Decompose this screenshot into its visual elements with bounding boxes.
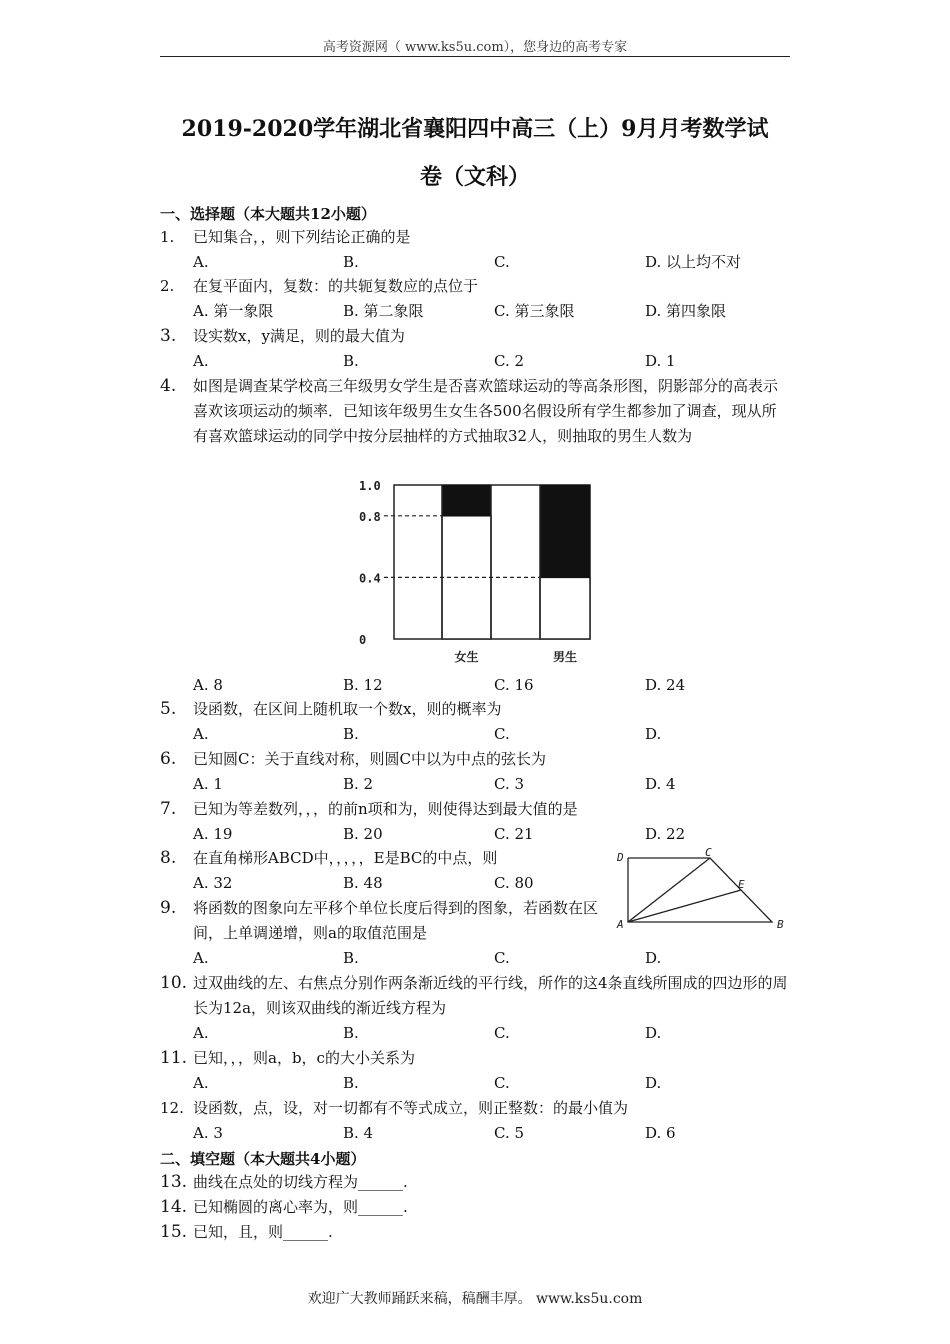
option-d: D. 1 [645, 352, 676, 370]
option-a: A. [193, 253, 209, 271]
stacked-bar-chart [355, 475, 605, 670]
option-a: A. [193, 949, 209, 967]
option-c: C. [494, 1024, 510, 1042]
label-b: B [777, 918, 784, 931]
question-text: 已知圆C：关于直线对称，则圆C中以为中点的弦长为 [193, 750, 546, 768]
option-c: C. 第三象限 [494, 302, 575, 320]
option-a: A. [193, 725, 209, 743]
question-text: 在复平面内，复数：的共轭复数应的点位于 [193, 277, 479, 295]
question-number: 8. [160, 848, 177, 868]
option-b: B. [343, 1024, 359, 1042]
question-number: 13. [160, 1172, 188, 1192]
question-text: 曲线在点处的切线方程为______. [193, 1173, 408, 1191]
option-b: B. 20 [343, 825, 383, 843]
label-c: C [705, 846, 712, 859]
trapezoid-figure [612, 846, 792, 934]
question-number: 11. [160, 1048, 188, 1068]
question-number: 14. [160, 1197, 188, 1217]
question-number: 4. [160, 376, 177, 396]
doc-title-line1: 2019-2020学年湖北省襄阳四中高三（上）9月月考数学试 [181, 116, 769, 142]
option-d: D. 第四象限 [645, 302, 727, 320]
option-b: B. [343, 1074, 359, 1092]
question-text: 过双曲线的左、右焦点分别作两条渐近线的平行线，所作的这4条直线所围成的四边形的周长为12a，则该双曲线的渐近线方程为 [193, 974, 788, 1017]
option-d: D. [645, 1024, 662, 1042]
x-tick-label: 女生 [454, 650, 479, 664]
option-c: C. [494, 1074, 510, 1092]
option-a: A. 8 [193, 676, 223, 694]
question-text: 在直角梯形ABCD中，，，，，E是BC的中点，则 [193, 849, 498, 867]
option-a: A. [193, 352, 209, 370]
y-tick-label: 1.0 [359, 479, 381, 493]
question-text: 设函数，点，设，对一切都有不等式成立，则正整数：的最小值为 [193, 1099, 629, 1117]
x-tick-label: 男生 [552, 650, 578, 664]
question-number: 12. [160, 1099, 184, 1117]
question-text: 已知为等差数列，，，的前n项和为，则使得达到最大值的是 [193, 800, 578, 818]
option-b: B. 48 [343, 874, 383, 892]
bar-unshaded [540, 577, 590, 639]
question-number: 5. [160, 699, 177, 719]
option-c: C. 80 [494, 874, 534, 892]
question-text: 已知，且，则______. [193, 1223, 333, 1241]
option-c: C. 5 [494, 1124, 525, 1142]
section-heading-choice: 一、选择题（本大题共12小题） [160, 205, 376, 223]
option-b: B. 4 [343, 1124, 374, 1142]
doc-title-line2: 卷（文科） [419, 164, 530, 190]
option-d: D. 22 [645, 825, 686, 843]
header-rule [160, 56, 790, 57]
option-b: B. 第二象限 [343, 302, 424, 320]
option-a: A. 1 [193, 775, 223, 793]
bar-shaded [540, 485, 590, 577]
question-number: 6. [160, 749, 177, 769]
option-d: D. 6 [645, 1124, 676, 1142]
y-tick-label: 0.8 [359, 509, 381, 524]
option-d: D. 4 [645, 775, 676, 793]
section-heading-fill: 二、填空题（本大题共4小题） [160, 1150, 366, 1168]
option-c: C. [494, 253, 510, 271]
question-text: 将函数的图象向左平移个单位长度后得到的图象，若函数在区间，上单调递增，则a的取值范围是 [193, 899, 599, 942]
question-number: 2. [160, 277, 175, 295]
question-text: 已知椭圆的离心率为，则______. [193, 1198, 408, 1216]
option-c: C. 2 [494, 352, 525, 370]
option-b: B. [343, 949, 359, 967]
option-d: D. [645, 725, 662, 743]
option-b: B. [343, 253, 359, 271]
question-number: 1. [160, 228, 175, 246]
page-footer: 欢迎广大教师踊跃来稿，稿酬丰厚。 www.ks5u.com [307, 1291, 643, 1307]
option-c: C. 21 [494, 825, 534, 843]
option-c: C. [494, 725, 510, 743]
option-c: C. 3 [494, 775, 525, 793]
question-number: 3. [160, 326, 177, 346]
question-text: 如图是调查某学校高三年级男女学生是否喜欢篮球运动的等高条形图，阴影部分的高表示喜欢该项运动的频率．已知该年级男生女生各500名假设所有学生都参加了调查，现从所有喜欢篮球运动的同学中按分层抽样的方式抽取32人，则抽取的男生人数为 [193, 377, 779, 445]
question-number: 7. [160, 799, 177, 819]
option-a: A. 第一象限 [193, 302, 274, 320]
option-a: A. [193, 1074, 209, 1092]
y-tick-label: 0 [359, 633, 367, 647]
question-4 [160, 374, 800, 474]
question-number: 10. [160, 973, 188, 993]
option-c: C. [494, 949, 510, 967]
label-d: D [617, 851, 624, 864]
page-header: 高考资源网（ www.ks5u.com），您身边的高考专家 [322, 40, 628, 55]
option-b: B. 12 [343, 676, 383, 694]
option-d: D. 以上均不对 [645, 253, 742, 271]
option-c: C. 16 [494, 676, 534, 694]
option-b: B. 2 [343, 775, 374, 793]
option-a: A. [193, 1024, 209, 1042]
question-text: 设函数，在区间上随机取一个数x，则的概率为 [193, 700, 502, 718]
option-b: B. [343, 725, 359, 743]
option-b: B. [343, 352, 359, 370]
y-tick-label: 0.4 [359, 571, 381, 586]
question-text: 设实数x，y满足，则的最大值为 [193, 327, 405, 345]
label-e: E [738, 878, 745, 891]
option-d: D. [645, 949, 662, 967]
option-a: A. 19 [193, 825, 233, 843]
bar-shaded [442, 485, 491, 516]
option-d: D. 24 [645, 676, 686, 694]
option-a: A. 32 [193, 874, 233, 892]
question-text: 已知，，，则a，b，c的大小关系为 [193, 1049, 415, 1067]
question-text: 已知集合，，则下列结论正确的是 [193, 228, 411, 246]
question-number: 15. [160, 1222, 188, 1242]
question-number: 9. [160, 898, 177, 918]
option-d: D. [645, 1074, 662, 1092]
option-a: A. 3 [193, 1124, 223, 1142]
label-a: A [617, 918, 624, 931]
